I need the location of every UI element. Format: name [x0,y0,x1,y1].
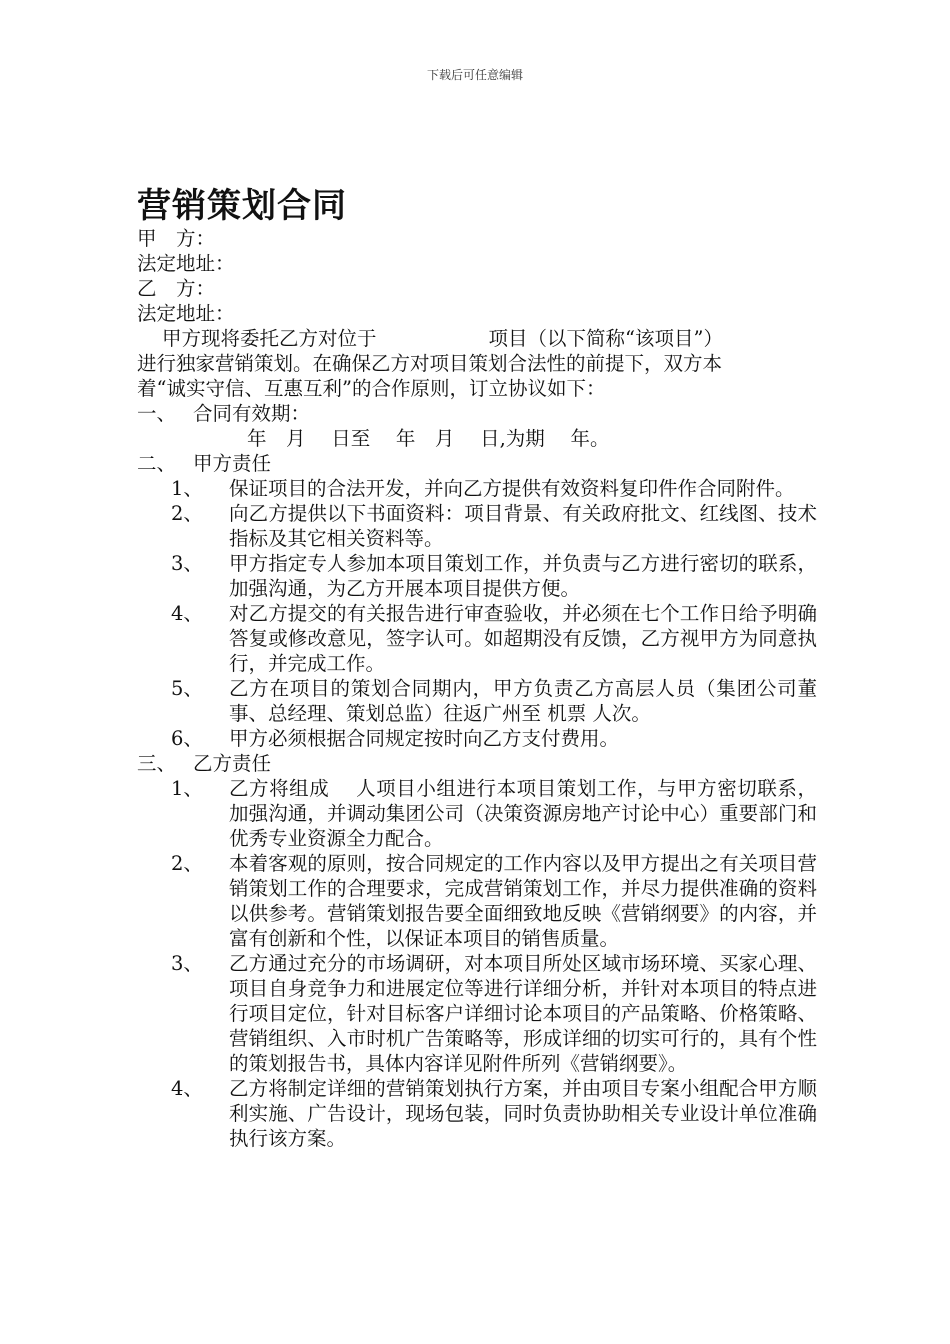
list-item-text: 乙方将组成 人项目小组进行本项目策划工作，与甲方密切联系，加强沟通，并调动集团公司（决策资源房地产讨论中心）重要部门和优秀专业资源全力配合。 [229,777,817,850]
party-b-label: 乙 方： [137,277,216,300]
section-2-title: 甲方责任 [193,452,272,475]
list-item [137,476,817,501]
list-item-number: 3、 [171,552,203,575]
list-item-number: 1、 [171,477,203,500]
list-item [137,676,817,726]
list-item-number: 5、 [171,677,203,700]
party-a-address-label: 法定地址： [137,252,235,275]
list-item-text: 甲方必须根据合同规定按时向乙方支付费用。 [229,727,620,750]
section-1-heading [137,401,817,426]
intro-line-2: 进行独家营销策划。在确保乙方对项目策划合法性的前提下，双方本 [137,352,723,375]
list-item [137,551,817,601]
party-b-address-label: 法定地址： [137,302,235,325]
list-item [137,601,817,676]
section-3-heading [137,751,817,776]
list-item-number: 2、 [171,852,203,875]
list-item-text: 向乙方提供以下书面资料：项目背景、有关政府批文、红线图、技术指标及其它相关资料等。 [229,502,817,550]
list-item-text: 乙方将制定详细的营销策划执行方案，并由项目专案小组配合甲方顺利实施、广告设计，现场包装，同时负责协助相关专业设计单位准确执行该方案。 [229,1077,817,1150]
list-item-text: 乙方在项目的策划合同期内，甲方负责乙方高层人员（集团公司董事、总经理、策划总监）往返广州至 机票 人次。 [229,677,817,725]
list-item-text: 保证项目的合法开发，并向乙方提供有效资料复印件作合同附件。 [229,477,795,500]
intro-line-1 [137,326,817,351]
list-item-text: 对乙方提交的有关报告进行审查验收，并必须在七个工作日给予明确答复或修改意见，签字认可。如超期没有反馈，乙方视甲方为同意执行，并完成工作。 [229,602,817,675]
list-item-number: 4、 [171,1077,203,1100]
list-item-text: 乙方通过充分的市场调研，对本项目所处区域市场环境、买家心理、项目自身竞争力和进展定位等进行详细分析，并针对本项目的特点进行项目定位，针对目标客户详细讨论本项目的产品策略、价格策略、营销组织、入市时机广告策略等，形成详细的切实可行的，具有个性的策划报告书，具体内容详见附件所列《营销纲要》。 [229,952,817,1075]
list-item-number: 3、 [171,952,203,975]
intro-line-3: 着“诚实守信、互惠互利”的合作原则，订立协议如下： [137,377,606,400]
list-item [137,776,817,851]
list-item [137,501,817,551]
list-item-number: 6、 [171,727,203,750]
list-item-number: 2、 [171,502,203,525]
intro-part-2: 项目（以下简称“该项目”） [488,327,723,350]
list-item [137,851,817,951]
list-item-text: 本着客观的原则，按合同规定的工作内容以及甲方提出之有关项目营销策划工作的合理要求，完成营销策划工作，并尽力提供准确的资料以供参考。营销策划报告要全面细致地反映《营销纲要》的内容，并富有创新和个性，以保证本项目的销售质量。 [229,852,817,950]
list-item-number: 1、 [171,777,203,800]
list-item-number: 4、 [171,602,203,625]
list-item-text: 甲方指定专人参加本项目策划工作，并负责与乙方进行密切的联系，加强沟通，为乙方开展本项目提供方便。 [229,552,817,600]
section-3-number: 三、 [137,752,177,775]
party-a-label: 甲 方： [137,227,216,250]
section-1-title: 合同有效期： [193,402,311,425]
document-body [137,226,817,1151]
section-2-heading [137,451,817,476]
intro-part-1: 甲方现将委托乙方对位于 [162,327,377,350]
contract-period-line: 年 月 日至 年 月 日,为期 年。 [247,427,610,450]
section-3-title: 乙方责任 [193,752,272,775]
list-item [137,1076,817,1151]
list-item [137,951,817,1076]
section-2-number: 二、 [137,452,177,475]
list-item [137,726,817,751]
document-title: 营销策划合同 [137,186,347,226]
header-note: 下载后可任意编辑 [426,68,523,82]
section-1-number: 一、 [137,402,177,425]
